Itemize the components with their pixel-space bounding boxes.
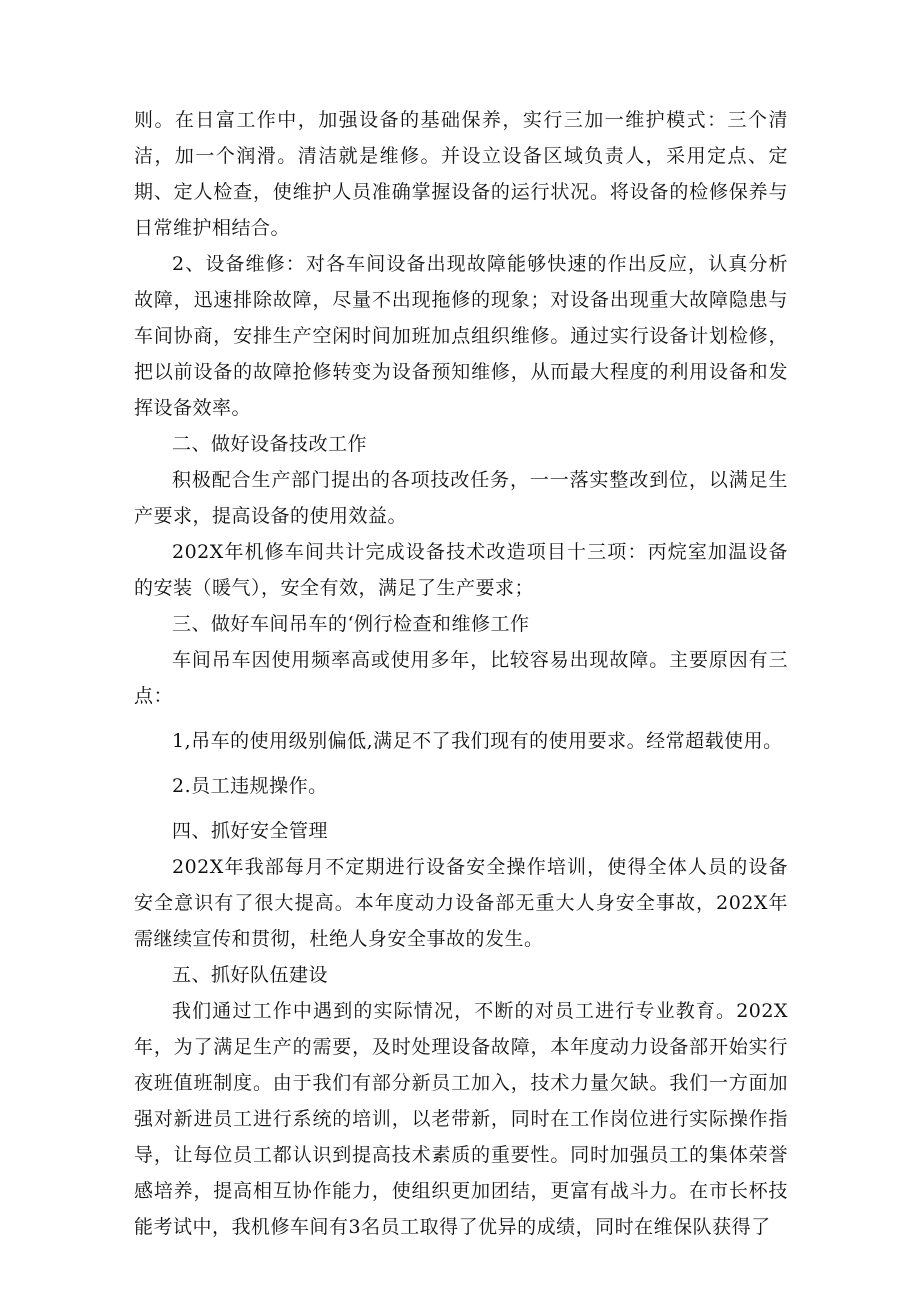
paragraph-maintenance-continuation: 则。在日富工作中，加强设备的基础保养，实行三加一维护模式：三个清洁，加一个润滑。清洁就是维修。并设立设备区域负责人，采用定点、定期、定人检查，使维护人员准确掌握设备的运行状况。将设备的检修保养与日常维护相结合。 bbox=[134, 109, 788, 239]
list-item-crane-reason-2: 2.员工违规操作。 bbox=[172, 775, 328, 797]
paragraph-equipment-repair: 2、设备维修：对各车间设备出现故障能够快速的作出反应，认真分析故障，迅速排除故障，尽量不出现拖修的现象；对设备出现重大故障隐患与车间协商，安排生产空闲时间加班加点组织维修。通过实行设备计划检修，把以前设备的故障抢修转变为设备预知维修，从而最大程度的利用设备和发挥设备效率。 bbox=[134, 253, 788, 419]
heading-team-building: 五、抓好队伍建设 bbox=[172, 964, 329, 986]
list-item-crane-reason-1: 1,吊车的使用级别偏低,满足不了我们现有的使用要求。经常超载使用。 bbox=[172, 730, 783, 752]
heading-technical-renovation: 二、做好设备技改工作 bbox=[172, 433, 368, 455]
paragraph-crane-failures: 车间吊车因使用频率高或使用多年，比较容易出现故障。主要原因有三点： bbox=[134, 649, 788, 707]
heading-safety-management: 四、抓好安全管理 bbox=[172, 820, 329, 842]
paragraph-safety-training: 202X年我部每月不定期进行设备安全操作培训，使得全体人员的设备安全意识有了很大提高。本年度动力设备部无重大人身安全事故，202X年需继续宣传和贯彻，杜绝人身安全事故的发生。 bbox=[134, 856, 788, 950]
paragraph-renovation-tasks: 积极配合生产部门提出的各项技改任务，一一落实整改到位，以满足生产要求，提高设备的使用效益。 bbox=[134, 469, 788, 527]
heading-crane-inspection: 三、做好车间吊车的‘例行检查和维修工作 bbox=[172, 613, 530, 635]
document-body bbox=[134, 102, 788, 1245]
paragraph-renovation-projects: 202X年机修车间共计完成设备技术改造项目十三项：丙烷室加温设备的安装（暖气），安全有效，满足了生产要求； bbox=[134, 541, 788, 599]
paragraph-team-education: 我们通过工作中遇到的实际情况，不断的对员工进行专业教育。202X年，为了满足生产的需要，及时处理设备故障，本年度动力设备部开始实行夜班值班制度。由于我们有部分新员工加入，技术力量欠缺。我们一方面加强对新进员工进行系统的培训，以老带新，同时在工作岗位进行实际操作指导，让每位员工都认识到提高技术素质的重要性。同时加强员工的集体荣誉感培养，提高相互协作能力，使组织更加团结，更富有战斗力。在市长杯技能考试中，我机修车间有3名员工取得了优异的成绩，同时在维保队获得了 bbox=[134, 1000, 788, 1238]
